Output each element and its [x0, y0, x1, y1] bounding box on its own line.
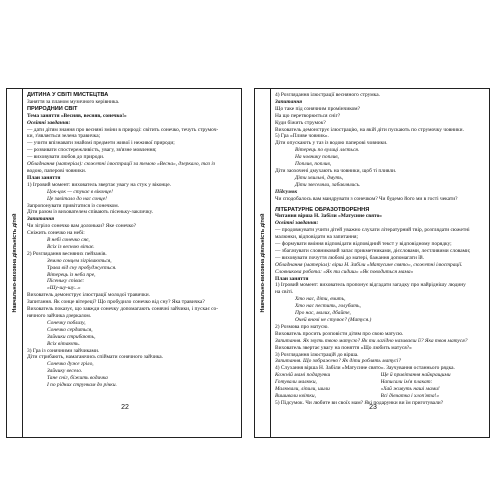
- text-line: — продовжувати учити дітей уважно слухати літературний твір, розглядати сюжетні: [275, 227, 470, 234]
- section-heading: ПРИРОДНИЙ СВІТ: [27, 105, 78, 112]
- poem-line: Очей вночі не стулює? (Матуся.): [295, 317, 372, 323]
- poem-line: Зайчику весело.: [47, 368, 83, 375]
- text-line: — розвивати спостережливість, увагу, зв'язне мовлення;: [27, 147, 157, 154]
- text-line: Тема заняття «Весняв, весняв, сонечко!»: [27, 112, 127, 119]
- text-line: Куди біжить струмок?: [275, 119, 326, 126]
- poem-line: В небі сонечко сяє,: [47, 237, 90, 244]
- poem-line: Ще й привітання найкращими: [380, 372, 451, 379]
- text-line: Обладнання (матеріал): сюжетні ілюстрації за темою «Весна», дзеркало, таз із: [27, 161, 215, 168]
- text-line: Діти опускають у таз із водою паперові човники.: [275, 140, 388, 147]
- poem-line: Тане сніг, біжить водичка: [47, 375, 108, 382]
- poem-line: Про нас, малих, дбайте,: [295, 310, 351, 317]
- text-line: ки, з'являється зелена травичка;: [27, 133, 101, 140]
- text-line: Запитання. Як звуть твою матусю? Як ти лагідно називаєш її? Яка твоя матуся?: [275, 337, 468, 344]
- poem-line: Написали ім'я плакат:: [380, 379, 433, 386]
- text-line: 3) Розглядання ілюстрацій до вірша.: [275, 351, 359, 358]
- left-page: [4, 30, 246, 500]
- poem-line: «Хай живуть наші мами!: [380, 386, 440, 393]
- text-line: Освітні завдання:: [275, 220, 319, 227]
- text-line: 1) Ігровий момент: вихователь звертає увагу на стук у віконце.: [27, 181, 171, 188]
- right-side-label: Навчально-виховна діяльність дітей: [260, 213, 266, 313]
- poem-row: [275, 393, 486, 400]
- poem-line: Зайчики стрибають,: [47, 333, 96, 340]
- poem-line: Землю сонцем зігріваються,: [47, 257, 112, 264]
- text-line: Запитання: [27, 216, 55, 223]
- poem-row: [275, 386, 486, 393]
- text-line: малюнки, відповідати на запитання;: [275, 234, 359, 241]
- text-line: — виховувати почуття любові до матері, бажання допомагати їй.: [275, 254, 424, 261]
- right-side-column: [255, 89, 271, 437]
- text-line: Словникова робота: «Як ти сидиш» «Як поводиться мама»: [275, 268, 414, 275]
- poem-line: Вишивали квітки,: [275, 392, 316, 399]
- text-line: Сніжить сонечко на небі:: [27, 230, 85, 237]
- poem-line: Діти звеселяли, забавлялись.: [295, 181, 361, 188]
- text-line: 2) Розмова про матусю.: [275, 323, 329, 330]
- text-line: Обладнання (матеріал): вірш Н. Забіли «Матусине свято», сюжетні ілюстрації.: [275, 261, 463, 268]
- text-line: Що таке під сонячним промінчиком?: [275, 105, 360, 112]
- text-line: Діти разом із вихователем співають пісеньку-закличку.: [27, 209, 154, 216]
- poem-line: Сонечку поблизу,: [47, 319, 86, 326]
- poem-line: Діти хвильні, дмуть,: [295, 174, 344, 181]
- poem-line: Поплив, поплив,: [295, 161, 332, 168]
- text-line: Вихователь просить розповісти дітям про свою матусю.: [275, 330, 404, 337]
- left-page-text: [27, 92, 238, 434]
- poem-line: На човнику поплив,: [295, 154, 339, 161]
- right-page-text: [275, 92, 486, 434]
- text-line: 4) Розглядання ілюстрації весняного струмка.: [275, 92, 380, 98]
- text-line: Чи сподобалось вам мандрувати з сонечком? Чи будемо його ми в гості чекати?: [275, 195, 458, 202]
- text-line: Запитання: [275, 98, 303, 105]
- poem-line: Кожній мамі подарунки: [275, 372, 331, 379]
- section-heading: ДИТИНА У СВІТІ МИСТЕЦТВА: [27, 92, 109, 98]
- text-line: на світі.: [275, 289, 294, 296]
- poem-line: Сонечко дуже гріло,: [47, 361, 94, 368]
- poem-line: Вітерець по вулиці ллється.: [295, 147, 360, 154]
- poem-line: Сонечко сердиться,: [47, 326, 93, 333]
- right-page-frame: [254, 88, 490, 438]
- text-line: 4) Слухання вірша Н. Забіли «Матусине свято». Заучування останнього рядка.: [275, 365, 455, 372]
- poem-line: Хто нас, діти, вчить,: [295, 296, 346, 303]
- poem-line: І по рідних стрункам до річки.: [47, 382, 117, 389]
- left-page-frame: [6, 88, 242, 438]
- text-line: нячного зайчика дзеркалом.: [27, 313, 92, 319]
- text-line: План заняття: [275, 275, 309, 282]
- text-line: Вихователь демонструє ілюстрацію, на якій діти пускають по струмочку човники.: [275, 126, 464, 133]
- text-line: Вихователь демонструє ілюстрації молодої травички.: [27, 292, 150, 299]
- poem-line: Трава від сну пробуджується.: [47, 264, 117, 271]
- text-line: Чи зігріло сонечко вам долоньки? Яке сонечко?: [27, 223, 136, 230]
- poem-line: «Шу-шу-шу...»: [47, 285, 81, 292]
- left-page-number: 22: [121, 404, 129, 411]
- poem-line: Всі дівчатка і хлоп'ята!»: [380, 392, 440, 399]
- text-line: На що перетворюється сніг?: [275, 112, 341, 119]
- left-side-label: Навчально-виховна діяльність дітей: [12, 213, 18, 313]
- text-line: — збагачувати словниковий запас прикметниками, дієсловами, лестливими словами;: [275, 247, 471, 254]
- text-line: 3) Гра із сонячними зайчиками.: [27, 347, 100, 354]
- poem-row: [275, 379, 486, 386]
- section-heading: ЛІТЕРАТУРНЕ ОБРАЗОТВОРЕННЯ: [275, 206, 370, 213]
- poem-line: Вітерець із неба пре,: [47, 271, 96, 278]
- text-line: Запитання. Як сонце вітереці? Що пробудило сонечко від сну? Яка травичка?: [27, 299, 205, 306]
- text-line: водою, паперові човники.: [27, 167, 87, 174]
- text-line: — формувати вміння відповідати відповідний текст у відповідному порядку;: [275, 241, 452, 248]
- poem-line: Малювали, ліпили, шили: [275, 386, 330, 393]
- text-line: Підсумок: [275, 188, 298, 195]
- text-line: 5) Підсумок. Чи любите ви своїх мам? Які подарунки ви їм приготували?: [275, 399, 444, 406]
- text-line: Запитання. Що зображено? Як діти роблять матусі?: [275, 358, 402, 365]
- poem-line: Готували малюки,: [275, 379, 317, 386]
- text-line: Діти стрибають, намагаючись спіймати сонячного зайчика.: [27, 354, 164, 361]
- poem-line: Всіх вітають.: [47, 340, 80, 347]
- text-line: 5) Гра «Пливе човник».: [275, 133, 329, 140]
- text-line: — учити впізнавати знайомі предмети живої і неживої природи;: [27, 140, 175, 147]
- poem-line: Всіх із весною вітає.: [47, 243, 95, 250]
- poem-line: Пісеньку співає:: [47, 278, 85, 285]
- text-line: 2) Розглядання весняних пейзажів.: [27, 250, 107, 257]
- text-line: Вихователь звертає увагу на поняття «Що любить матуся?»: [275, 344, 412, 351]
- text-line: 1) Ігровий момент: вихователь пропонує відгадати загадку про найріднішу людину: [275, 282, 466, 289]
- left-side-column: [7, 89, 23, 437]
- text-line: Запропонувати привітатися із сонечком.: [27, 202, 120, 209]
- poem-line: Це завітало до нас сонце!: [47, 195, 107, 202]
- text-line: Освітні завдання:: [27, 119, 71, 126]
- text-line: Заняття за планом музичного керівника.: [27, 98, 120, 105]
- right-page-number: 23: [369, 404, 377, 411]
- poem-line: Хто нас пестить, голубить,: [295, 303, 361, 310]
- text-line: План заняття: [27, 174, 61, 181]
- text-line: Вихователь показує, що завжди сонечку допомагають сонячні зайчики, і пускає со-: [27, 306, 218, 313]
- text-line: Читання вірша Н. Забіли «Матусине свято»: [275, 213, 382, 220]
- poem-line: Цок-цок — стукає в віконце!: [47, 188, 113, 195]
- text-line: — дати дітям знання про весняні зміни в природі: світить сонечко, течуть струмоч-: [27, 126, 219, 133]
- text-line: Діти заохочені дмухають на човники, щоб ті пливли.: [275, 167, 397, 174]
- text-line: — виховувати любов до природи.: [27, 154, 105, 161]
- right-page: [252, 30, 494, 500]
- poem-row: [275, 372, 486, 379]
